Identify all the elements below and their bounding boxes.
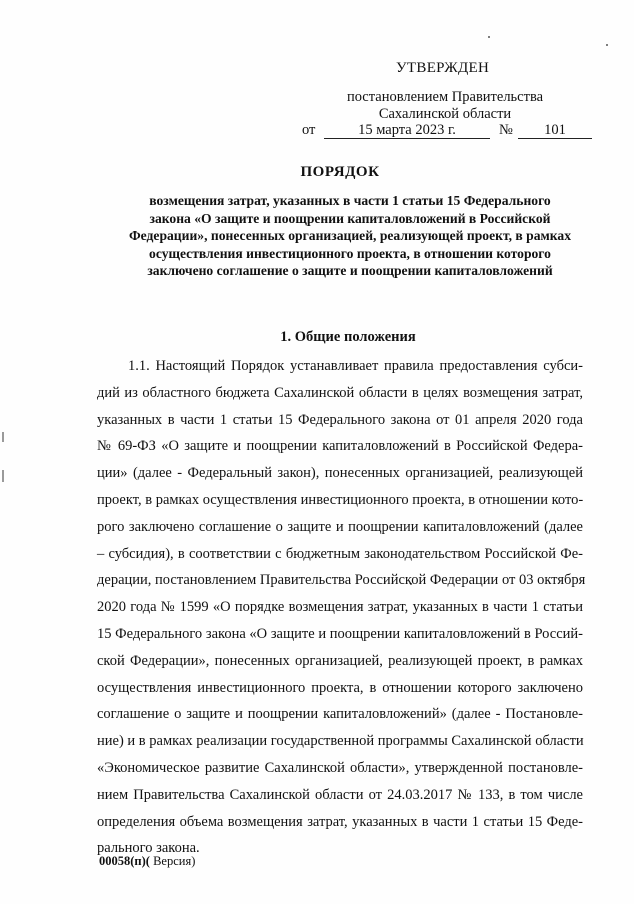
section-paragraph	[97, 353, 586, 862]
paragraph-line: дерации, постановлением Правительства Российской Федерации от 03 октября	[97, 572, 586, 589]
number-sign: №	[499, 122, 513, 138]
paragraph-line: определения объема возмещения затрат, указанных в части 1 статьи 15 Феде-	[97, 813, 583, 830]
approval-title: УТВЕРЖДЕН	[396, 60, 490, 76]
paragraph-line: «Экономическое развитие Сахалинской области», утвержденной постановле-	[97, 759, 583, 776]
document-version: Версия)	[149, 854, 196, 868]
document-title: ПОРЯДОК	[300, 164, 380, 180]
paragraph-line: ние) и в рамках реализации государственной программы Сахалинской области	[97, 733, 584, 750]
paragraph-line: дий из областного бюджета Сахалинской области в целях возмещения затрат,	[97, 384, 583, 401]
approval-date-row	[302, 122, 602, 142]
scan-speck	[488, 36, 490, 38]
paragraph-line: 2020 года № 1599 «О порядке возмещения затрат, указанных в части 1 статьи	[97, 599, 583, 616]
subtitle-line: Федерации», понесенных организацией, реализующей проект, в рамках	[129, 228, 571, 243]
paragraph-line: указанных в части 1 статьи 15 Федерального закона от 01 апреля 2020 года	[97, 411, 583, 428]
paragraph-line: ской Федерации», понесенных организацией, реализующей проект, в рамках	[97, 652, 583, 669]
scan-speck	[606, 44, 608, 46]
subtitle-line: заключено соглашение о защите и поощрении капиталовложений	[147, 263, 553, 278]
subtitle-line: закона «О защите и поощрении капиталовложений в Российской	[149, 210, 551, 226]
paragraph-line: 15 Федерального закона «О защите и поощрении капиталовложений в Россий-	[97, 625, 583, 642]
approval-line-2: Сахалинской области	[378, 106, 512, 122]
scan-edge-mark	[2, 470, 4, 482]
paragraph-line: осуществления инвестиционного проекта, в отношении которого заключено	[97, 679, 583, 696]
paragraph-line: проект, в рамках осуществления инвестиционного проекта, в отношении кото-	[97, 491, 584, 508]
section-heading: 1. Общие положения	[280, 329, 416, 345]
paragraph-line: 1.1. Настоящий Порядок устанавливает правила предоставления субси-	[128, 358, 583, 374]
document-code	[99, 854, 195, 869]
paragraph-line: рого заключено соглашение о защите и поощрении капиталовложений (далее	[97, 518, 583, 535]
approval-line-1: постановлением Правительства	[346, 89, 544, 105]
document-code-value: 00058(п)(	[99, 854, 150, 868]
subtitle-line: возмещения затрат, указанных в части 1 статьи 15 Федерального	[149, 193, 551, 208]
paragraph-line: – субсидия), в соответствии с бюджетным законодательством Российской Фе-	[97, 545, 583, 562]
paragraph-line: ции» (далее - Федеральный закон), понесенных организацией, реализующей	[97, 465, 583, 482]
paragraph-line: рального закона.	[97, 840, 200, 857]
paragraph-line: № 69-ФЗ «О защите и поощрении капиталовложений в Российской Федера-	[97, 438, 583, 455]
paragraph-line: соглашение о защите и поощрении капиталовложений» (далее - Постановле-	[97, 706, 583, 723]
date-prefix: от	[302, 122, 316, 138]
paragraph-line: нием Правительства Сахалинской области от 24.03.2017 № 133, в том числе	[97, 786, 583, 803]
approval-number: 101	[518, 122, 592, 139]
document-subtitle	[100, 192, 600, 280]
subtitle-line: осуществления инвестиционного проекта, в отношении которого	[149, 245, 551, 261]
scan-edge-mark	[2, 432, 4, 442]
approval-date: 15 марта 2023 г.	[324, 122, 490, 139]
